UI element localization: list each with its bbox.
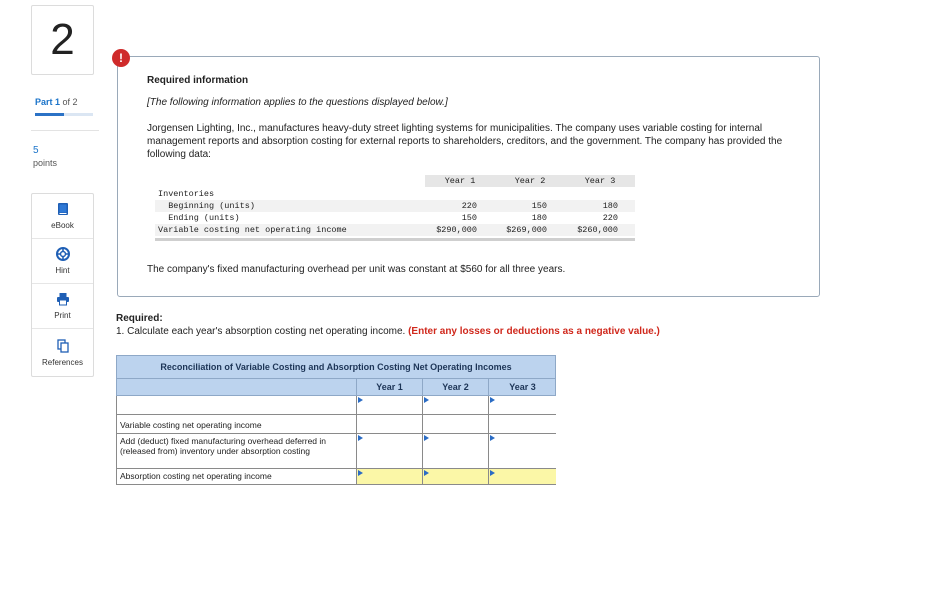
data-header-year-2	[495, 175, 565, 187]
required-instruction: (Enter any losses or deductions as a negative value.)	[408, 326, 660, 337]
data-cell: 220	[602, 213, 618, 223]
cell-marker-icon	[424, 397, 429, 403]
part-prefix: Part	[35, 97, 56, 107]
row-label: Absorption costing net operating income	[120, 471, 272, 481]
data-row-inventories	[155, 188, 635, 200]
part-progress-fill	[35, 113, 64, 116]
data-table-bottom-rule	[155, 238, 635, 241]
tools-panel	[31, 193, 94, 377]
data-cell: $269,000	[506, 225, 547, 235]
required-text	[116, 326, 660, 337]
print-label: Print	[54, 311, 71, 320]
ebook-button[interactable]	[32, 194, 93, 239]
data-cell: 180	[531, 213, 547, 223]
input-field[interactable]	[489, 469, 556, 484]
documents-icon	[56, 339, 70, 355]
column-header-year-3: Year 3	[488, 379, 556, 395]
row-fixed-overhead-adjustment	[117, 433, 555, 468]
data-header-year-1-text: Year 1	[444, 176, 476, 186]
spacer-cell	[356, 396, 422, 414]
spacer-label	[117, 396, 356, 400]
data-row-label: Beginning (units)	[158, 201, 255, 211]
printer-icon	[56, 292, 70, 308]
data-row-beginning	[155, 200, 635, 212]
info-title: Required information	[147, 75, 249, 86]
points-value: 5	[33, 145, 39, 156]
info-subtitle: [The following information applies to the questions displayed below.]	[147, 97, 448, 108]
input-variable-noi-year-1[interactable]	[356, 415, 422, 433]
part-progress-bar	[35, 113, 93, 116]
input-field[interactable]	[489, 415, 556, 433]
input-absorption-noi-year-1[interactable]	[356, 469, 422, 484]
row-variable-costing-noi	[117, 414, 555, 433]
data-cell: 180	[602, 201, 618, 211]
data-row-variable-noi	[155, 224, 635, 236]
part-total: of 2	[60, 97, 78, 107]
input-field[interactable]	[423, 415, 488, 433]
data-row-label: Variable costing net operating income	[158, 225, 347, 235]
data-row-label: Inventories	[158, 189, 215, 199]
print-button[interactable]	[32, 284, 93, 329]
data-cell: 150	[531, 201, 547, 211]
alert-icon: !	[112, 49, 130, 67]
required-question: 1. Calculate each year's absorption costing net operating income.	[116, 326, 409, 337]
row-label: Add (deduct) fixed manufacturing overhead deferred in (released from) inventory under absorption costing	[120, 436, 327, 456]
input-absorption-noi-year-2[interactable]	[422, 469, 488, 484]
hint-label: Hint	[55, 266, 70, 275]
cell-marker-icon	[490, 397, 495, 403]
required-title: Required:	[116, 313, 163, 324]
spacer-cell	[488, 396, 556, 414]
input-field[interactable]	[489, 434, 556, 468]
data-header-year-3-text: Year 3	[584, 176, 616, 186]
points-label: points	[33, 158, 58, 168]
part-current: 1	[55, 97, 61, 107]
references-label: References	[42, 357, 83, 367]
data-cell: $260,000	[577, 225, 618, 235]
data-cell: $290,000	[436, 225, 477, 235]
input-field[interactable]	[423, 469, 488, 484]
data-header-year-1	[425, 175, 495, 187]
column-header-year-2: Year 2	[422, 379, 488, 395]
part-indicator	[35, 97, 78, 107]
input-field[interactable]	[357, 469, 422, 484]
reconciliation-header-row	[116, 379, 556, 396]
reconciliation-table	[116, 355, 556, 485]
column-header-year-1: Year 1	[356, 379, 422, 395]
ebook-label: eBook	[51, 221, 74, 230]
row-label: Variable costing net operating income	[120, 420, 262, 430]
spacer-row	[117, 396, 555, 414]
data-row-ending	[155, 212, 635, 224]
input-absorption-noi-year-3[interactable]	[488, 469, 556, 484]
data-cell: 220	[461, 201, 477, 211]
input-field[interactable]	[423, 434, 488, 468]
row-absorption-costing-noi	[117, 468, 555, 484]
input-adjustment-year-1[interactable]	[356, 434, 422, 468]
data-header-year-2-text: Year 2	[514, 176, 546, 186]
input-adjustment-year-3[interactable]	[488, 434, 556, 468]
input-adjustment-year-2[interactable]	[422, 434, 488, 468]
rail-divider	[31, 130, 99, 131]
data-cell: 150	[461, 213, 477, 223]
reconciliation-body	[116, 396, 556, 485]
data-row-label: Ending (units)	[158, 213, 240, 223]
hint-button[interactable]	[32, 239, 93, 284]
input-variable-noi-year-2[interactable]	[422, 415, 488, 433]
book-icon	[56, 202, 70, 218]
cell-marker-icon	[358, 397, 363, 403]
info-footnote: The company's fixed manufacturing overhead per unit was constant at $560 for all three years.	[147, 264, 566, 275]
reconciliation-title: Reconciliation of Variable Costing and Absorption Costing Net Operating Incomes	[116, 355, 556, 379]
input-field[interactable]	[357, 434, 422, 468]
input-variable-noi-year-3[interactable]	[488, 415, 556, 433]
info-paragraph: Jorgensen Lighting, Inc., manufactures heavy-duty street lighting systems for municipalities. The company uses variable costing for internal management reports and absorption costing for external reports to shareholders, creditors, and the government. The company has provided the following data:	[147, 123, 783, 160]
spacer-cell	[422, 396, 488, 414]
references-button[interactable]	[32, 329, 93, 376]
question-number: 2	[31, 5, 94, 75]
lifebuoy-icon	[56, 247, 70, 263]
data-header-year-3	[565, 175, 635, 187]
input-field[interactable]	[357, 415, 422, 433]
